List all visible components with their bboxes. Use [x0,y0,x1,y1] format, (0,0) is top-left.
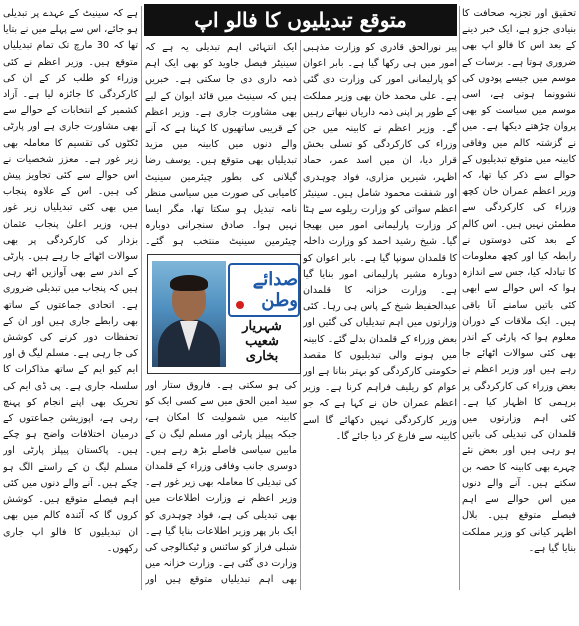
text-column-3-bottom: کی ہو سکتی ہے۔ فاروق ستار اور سید امین الحق میں سے کسی ایک کو کابینہ میں شمولیت کا امکان ہے، جبکہ پیپلز پارٹی اور مسلم لیگ ن کے مابین سیاسی فاصلے بڑھ رہے ہیں۔ دوسری جانب وفاقی وزراء کے قلمدان کی تبدیلی کا معاملہ بھی زیر غور ہے۔ وزیر اعظم نے وزارت اطلاعات میں بھی تبدیلی کی ہے، فواد چوہدری کو ایک بار پھر وزیر اطلاعات بنایا گیا ہے۔ شبلی فراز کو سائنس و ٹیکنالوجی کی وزارت دی گئی ہے۔ وزارت خزانہ میں بھی اہم تبدیلیاں متوقع ہیں اور [145,380,297,586]
author-photo [152,261,226,367]
column-logo [228,263,300,317]
column-logo-text: صدائے وطن [252,269,298,311]
text-column-3-top: ایک انتہائی اہم تبدیلی یہ ہے کہ سینیٹر فیصل جاوید کو بھی ایک اہم ذمہ داری دی جا سکتی ہے۔ خبریں ہیں کہ سینیٹ میں قائد ایوان کے لیے بھی مشاورت جاری ہے۔ وزیر اعظم کے قریبی ساتھیوں کا کہنا ہے کہ آنے والے دنوں میں کابینہ میں مزید تبدیلیاں بھی متوقع ہیں۔ یوسف رضا گیلانی کی بطور چیئرمین سینیٹ کامیابی کی صورت میں سیاسی منظر نامہ تبدیل ہو سکتا تھا، مگر ایسا نہیں ہوا۔ صادق سنجرانی دوبارہ چیئرمین سینیٹ منتخب ہو گئے۔ [145,42,297,248]
text-column-1: تحقیق اور تجزیہ صحافت کا بنیادی جزو ہے، ایک خبر دینے کے بعد اس کا فالو اپ بھی ضروری ہوتا ہے۔ برسات کے موسم میں جیسے پودوں کی نشوونما ہوتی ہے، اسی موسم میں سیاست کو بھی پروان چڑھتے دیکھا ہے۔ میں نے گزشتہ کالم میں وفاقی کابینہ میں متوقع تبدیلیوں کے حوالے سے ذکر کیا تھا، کہ وزیر اعظم عمران خان کچھ وزراء کی کارکردگی سے مطمئن نہیں ہیں۔ اس کالم کے بعد کئی دوستوں نے رابطہ کیا اور کچھ معلومات کا تبادلہ کیا، جس سے اندازہ ہوا کہ اس حوالے سے ابھی کئی باتیں سامنے آنا باقی ہیں۔ ایک ملاقات کے دوران معلوم ہوا کہ پارٹی کے اندر بھی کئی سوالات اٹھائے جا رہے ہیں اور وزیر اعظم نے بعض وزراء کی کارکردگی پر برہمی کا اظہار کیا ہے۔ کئی اہم وزارتوں میں قلمدان کی تبدیلی کی باتیں ہو رہی ہیں اور بعض نئے چہرے بھی کابینہ کا حصہ بن سکتے ہیں۔ آنے والے دنوں میں اس حوالے سے اہم فیصلے متوقع ہیں۔ بلال اظہر کیانی کو وزیر مملکت بنایا گیا ہے۔ [462,8,576,554]
byline-box [147,254,301,374]
author-name: شہریار شعیب بخاری [242,319,282,364]
text-column-4: ہے کہ سینیٹ کے عہدے پر تبدیلی ہو جائے، اس سے پہلے میں نے بتایا تھا کہ 30 مارچ تک تمام تبدیلیاں متوقع ہیں۔ وزیر اعظم نے کئی وزراء کو طلب کر کے ان کی کارکردگی کا جائزہ لیا ہے۔ آزاد کشمیر کے انتخابات کے حوالے سے بھی مشاورت جاری ہے اور پارٹی ٹکٹوں کی تقسیم کا معاملہ بھی زیر غور ہے۔ معزز شخصیات نے اس حوالے سے کئی تجاویز پیش کی ہیں۔ اس کے علاوہ پنجاب میں بھی کئی تبدیلیاں زیر غور ہیں، وزیر اعلیٰ پنجاب عثمان بزدار کی کارکردگی پر بھی سوالات اٹھائے جا رہے ہیں۔ پارٹی کے اندر سے بھی آوازیں اٹھ رہی ہیں کہ پنجاب میں تبدیلی ضروری ہے۔ اتحادی جماعتوں کے ساتھ بھی رابطے جاری ہیں اور ان کے تحفظات دور کرنے کی کوشش کی جا رہی ہے۔ مسلم لیگ ق اور ایم کیو ایم کے ساتھ مذاکرات کا سلسلہ جاری ہے۔ پی ڈی ایم کی تحریک بھی اپنے انجام کو پہنچ رہی ہے، اپوزیشن جماعتوں کے درمیان اختلافات واضح ہو چکے ہیں۔ پاکستان پیپلز پارٹی اور مسلم لیگ ن کے راستے الگ ہو چکے ہیں۔ آنے والے دنوں میں کئی اہم فیصلے متوقع ہیں۔ کوشش کروں گا کہ آئندہ کالم میں بھی ان تبدیلیوں کا فالو اپ جاری رکھوں۔ [3,8,138,554]
logo-dot-icon [236,301,244,309]
column-divider [459,6,460,590]
column-headline: متوقع تبدیلیوں کا فالو اپ [144,4,457,36]
text-column-2: پیر نورالحق قادری کو وزارت مذہبی امور میں ہی رکھا گیا ہے۔ بابر اعوان کو پارلیمانی امور کی وزارت دی گئی ہے۔ علی محمد خان بھی وزیر مملکت کے طور پر اپنی ذمہ داریاں نبھاتے رہیں گے۔ وزیر اعظم نے کابینہ میں جن وزراء کی کارکردگی کو تسلی بخش قرار دیا، ان میں اسد عمر، حماد اظہر، شیریں مزاری، فواد چوہدری اور شفقت محمود شامل ہیں۔ سینیٹر اعظم سواتی کو وزارت ریلوے سے ہٹا کر وزارت پارلیمانی امور میں بھیجا گیا۔ شیخ رشید احمد کو وزارت داخلہ کا قلمدان سونپا گیا ہے۔ بابر اعوان کو دوبارہ مشیر پارلیمانی امور بنایا گیا ہے۔ وزارت خزانہ کا قلمدان عبدالحفیظ شیخ کے پاس ہی رہا۔ کئی وزارتوں میں اہم تبدیلیاں کی گئیں اور بعض وزراء کے قلمدان بدلے گئے۔ کابینہ میں ہونے والی تبدیلیوں کا مقصد حکومتی کارکردگی کو بہتر بنانا ہے اور عوام کو ریلیف فراہم کرنا ہے۔ وزیر اعظم عمران خان نے کہا ہے کہ جو وزیر کارکردگی نہیں دکھائے گا اسے کابینہ سے فارغ کر دیا جائے گا۔ [303,42,457,442]
column-divider [141,6,142,590]
